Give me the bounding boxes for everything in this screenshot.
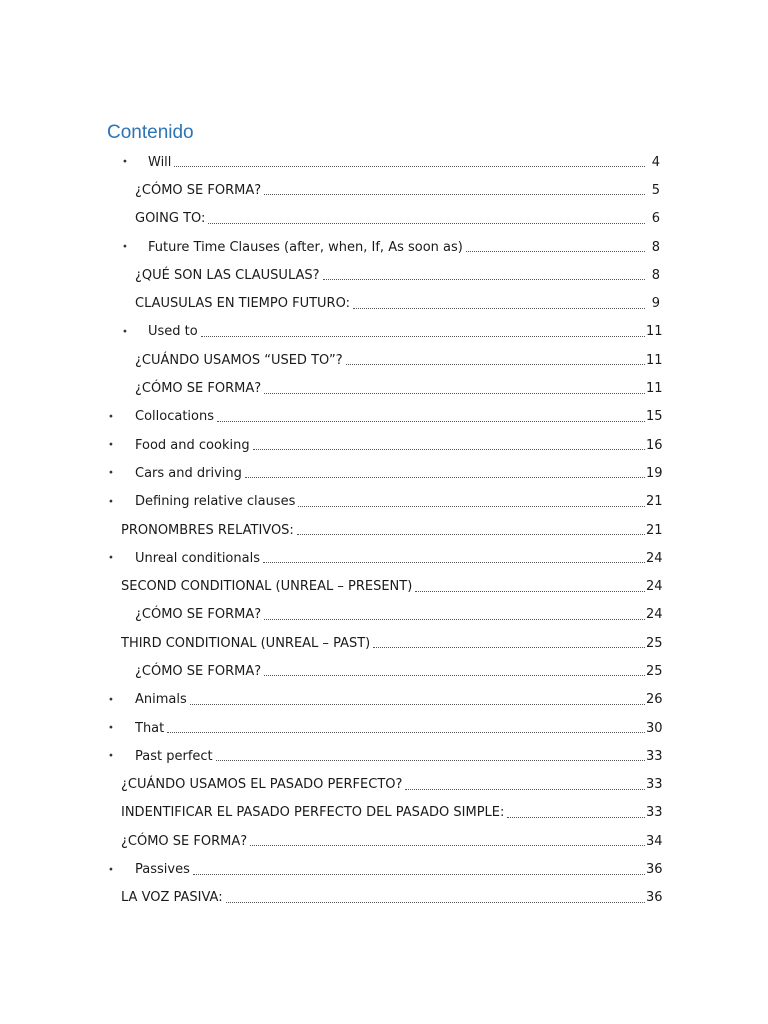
toc-entry-text: ¿CUÁNDO USAMOS “USED TO”? [135, 352, 343, 368]
toc-entry-text: ¿QUÉ SON LAS CLAUSULAS? [135, 267, 320, 283]
dot-leader [415, 578, 645, 592]
toc-entry-text: Food and cooking [135, 437, 250, 453]
dot-leader [405, 776, 645, 790]
dot-leader [208, 210, 645, 224]
dot-leader [507, 804, 645, 818]
bullet-icon: • [108, 694, 114, 706]
dot-leader [245, 464, 645, 478]
toc-entry[interactable] [0, 686, 768, 714]
toc-entry-row [135, 268, 660, 283]
toc-entry-row [135, 663, 663, 679]
toc-entry-row [148, 324, 663, 340]
toc-entry-text: Unreal conditionals [135, 550, 260, 566]
toc-page-number: 26 [646, 692, 663, 708]
dot-leader [167, 719, 645, 733]
dot-leader [174, 153, 645, 167]
toc-entry-text: INDENTIFICAR EL PASADO PERFECTO DEL PASADO SIMPLE: [121, 805, 505, 821]
toc-entry[interactable] [0, 657, 768, 685]
toc-entry[interactable] [0, 544, 768, 572]
dot-leader [323, 266, 645, 280]
bullet-icon: • [108, 467, 114, 479]
toc-entry[interactable] [0, 403, 768, 431]
toc-entry-row [135, 211, 660, 226]
dot-leader [264, 606, 645, 620]
toc-entry-row [135, 494, 663, 510]
toc-page-number: 19 [646, 465, 663, 481]
dot-leader [216, 747, 645, 761]
toc-entry-row [135, 409, 663, 425]
toc-entry-row [135, 550, 663, 566]
dot-leader [298, 493, 645, 507]
toc-page-number: 34 [646, 833, 663, 849]
bullet-icon: • [108, 552, 114, 564]
toc-entry-text: Future Time Clauses (after, when, If, As soon as) [148, 239, 463, 255]
dot-leader [466, 238, 645, 252]
toc-entry-text: PRONOMBRES RELATIVOS: [121, 522, 294, 538]
toc-page-number: 6 [651, 211, 660, 227]
bullet-icon: • [108, 439, 114, 451]
toc-entry-row [121, 833, 663, 849]
toc-page-number: 30 [646, 720, 663, 736]
dot-leader [264, 662, 645, 676]
toc-entry-text: Will [148, 154, 172, 170]
toc-entry-text: Past perfect [135, 748, 213, 764]
toc-entry-row [121, 805, 663, 821]
toc-entry[interactable] [0, 884, 768, 912]
bullet-icon: • [108, 864, 114, 876]
toc-entry-text: That [135, 720, 165, 736]
toc-entry-row [135, 862, 663, 878]
toc-entry[interactable] [0, 459, 768, 487]
toc-entry-row [135, 607, 663, 623]
toc-entry-text: ¿CÓMO SE FORMA? [135, 607, 262, 623]
toc-page-number: 11 [646, 352, 663, 368]
toc-entry-text: Used to [148, 324, 198, 340]
toc-page-number: 21 [646, 494, 663, 510]
toc-entry[interactable] [0, 714, 768, 742]
toc-entry[interactable] [0, 572, 768, 600]
dot-leader [193, 861, 645, 875]
toc-entry-row [135, 748, 663, 764]
toc-page-number: 24 [646, 579, 663, 595]
dot-leader [353, 295, 645, 309]
toc-entry[interactable] [0, 431, 768, 459]
toc-entry-row [135, 381, 663, 397]
toc-entry[interactable] [0, 374, 768, 402]
toc-entry-text: CLAUSULAS EN TIEMPO FUTURO: [135, 296, 350, 312]
toc-page-number: 8 [651, 267, 660, 283]
toc-entry[interactable] [0, 261, 768, 289]
bullet-icon: • [108, 750, 114, 762]
toc-entry-text: ¿CÓMO SE FORMA? [135, 381, 262, 397]
toc-entry[interactable] [0, 516, 768, 544]
toc-page-number: 5 [651, 182, 660, 198]
toc-page-number: 33 [646, 805, 663, 821]
toc-entry-row [148, 240, 660, 255]
bullet-icon: • [108, 496, 114, 508]
toc-entry-row [121, 579, 663, 595]
dot-leader [190, 691, 645, 705]
toc-page-number: 24 [646, 550, 663, 566]
dot-leader [250, 832, 645, 846]
toc-entry-row [135, 437, 663, 453]
toc-entry-text: Collocations [135, 409, 214, 425]
toc-list [0, 148, 768, 912]
toc-entry-text: Passives [135, 862, 190, 878]
toc-entry-row [135, 183, 660, 198]
bullet-icon: • [108, 722, 114, 734]
dot-leader [346, 351, 645, 365]
toc-page-number: 25 [646, 635, 663, 651]
toc-entry-row [148, 155, 660, 170]
toc-page-number: 36 [646, 890, 663, 906]
dot-leader [253, 436, 645, 450]
bullet-icon: • [108, 411, 114, 423]
toc-page-number: 9 [651, 296, 660, 312]
toc-page-number: 33 [646, 777, 663, 793]
toc-entry-row [135, 692, 663, 708]
bullet-icon: • [122, 156, 128, 168]
toc-entry[interactable] [0, 855, 768, 883]
toc-entry-row [135, 720, 663, 736]
toc-entry-row [121, 777, 663, 793]
toc-entry-text: LA VOZ PASIVA: [121, 890, 223, 906]
toc-entry[interactable] [0, 771, 768, 799]
toc-title: Contenido [107, 122, 194, 143]
dot-leader [264, 181, 645, 195]
toc-entry[interactable] [0, 205, 768, 233]
dot-leader [373, 634, 645, 648]
toc-entry-text: GOING TO: [135, 211, 206, 227]
toc-entry-row [135, 296, 660, 311]
dot-leader [263, 549, 645, 563]
toc-entry[interactable] [0, 827, 768, 855]
toc-entry-text: ¿CÓMO SE FORMA? [121, 833, 248, 849]
toc-entry[interactable] [0, 318, 768, 346]
bullet-icon: • [122, 326, 128, 338]
toc-entry-text: ¿CÓMO SE FORMA? [135, 663, 262, 679]
toc-entry-row [135, 465, 663, 481]
toc-entry-text: ¿CUÁNDO USAMOS EL PASADO PERFECTO? [121, 777, 403, 793]
toc-entry-text: Animals [135, 692, 187, 708]
toc-entry[interactable] [0, 742, 768, 770]
toc-page-number: 11 [646, 381, 663, 397]
toc-page-number: 8 [651, 239, 660, 255]
toc-entry[interactable] [0, 148, 768, 176]
toc-entry[interactable] [0, 601, 768, 629]
toc-entry[interactable] [0, 289, 768, 317]
toc-page-number: 15 [646, 409, 663, 425]
toc-page-number: 25 [646, 663, 663, 679]
toc-entry[interactable] [0, 488, 768, 516]
toc-page-number: 21 [646, 522, 663, 538]
bullet-icon: • [122, 241, 128, 253]
toc-entry[interactable] [0, 799, 768, 827]
dot-leader [297, 521, 645, 535]
dot-leader [226, 889, 645, 903]
toc-page-number: 36 [646, 862, 663, 878]
toc-entry[interactable] [0, 629, 768, 657]
toc-entry-text: Cars and driving [135, 465, 242, 481]
dot-leader [201, 323, 645, 337]
toc-entry-row [121, 522, 663, 538]
toc-page-number: 24 [646, 607, 663, 623]
toc-entry-text: ¿CÓMO SE FORMA? [135, 182, 262, 198]
toc-entry-text: THIRD CONDITIONAL (UNREAL – PAST) [121, 635, 371, 651]
toc-entry-text: Defining relative clauses [135, 494, 296, 510]
toc-entry[interactable] [0, 233, 768, 261]
dot-leader [264, 380, 645, 394]
toc-page-number: 16 [646, 437, 663, 453]
dot-leader [217, 408, 645, 422]
toc-entry-row [135, 352, 663, 368]
toc-page-number: 4 [651, 154, 660, 170]
toc-entry[interactable] [0, 346, 768, 374]
toc-entry[interactable] [0, 176, 768, 204]
toc-entry-row [121, 635, 663, 651]
toc-page-number: 11 [646, 324, 663, 340]
toc-page-number: 33 [646, 748, 663, 764]
toc-entry-text: SECOND CONDITIONAL (UNREAL – PRESENT) [121, 579, 413, 595]
toc-entry-row [121, 890, 663, 906]
